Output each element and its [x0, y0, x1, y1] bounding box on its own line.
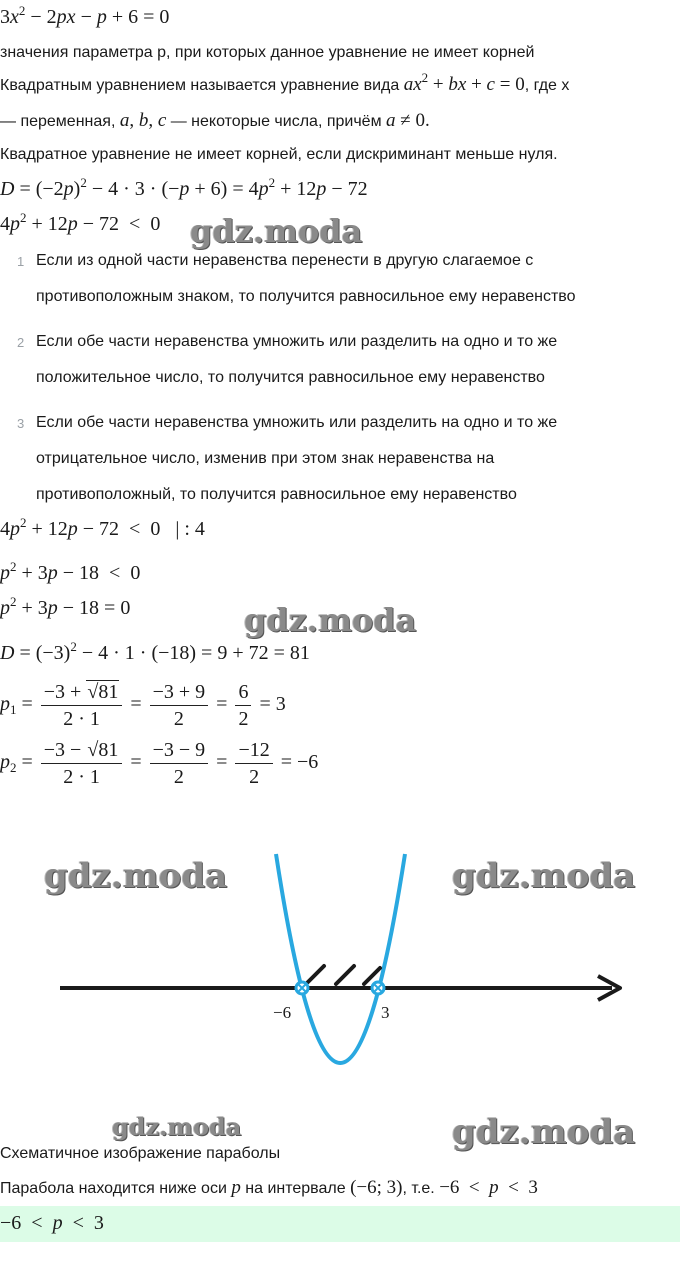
rule-number: 2 — [17, 335, 25, 350]
watermark: gdz.moda — [190, 212, 363, 250]
root-2: $p_2$ = $\frac{-3 - √81}{2 \cdot 1}$ = $\frac{-3 - 9}{2}$ = $\frac{-12}{2}$ = −6 — [0, 739, 319, 788]
definition-line-1: Квадратным уравнением называется уравнение вида $ax^2$ + bx + c = 0, где x — [0, 70, 570, 95]
rule-text: положительное число, то получится равносильное ему неравенство — [36, 369, 545, 386]
rule-number: 3 — [17, 416, 25, 431]
inequality-2: $4p^2 + 12p - 72 < 0$ | : 4 — [0, 515, 205, 540]
watermark: gdz.moda — [452, 1112, 636, 1152]
discriminant-2: $D = (-3)^2 - 4 \cdot 1 \cdot (-18) = 9 + 72 = 81$ — [0, 639, 310, 664]
watermark: gdz.moda — [452, 856, 636, 896]
watermark: gdz.moda — [44, 856, 228, 896]
graph-caption: Схематичное изображение параболы — [0, 1145, 281, 1162]
inequality-1: $4p^2 + 12p - 72 < 0$ — [0, 210, 161, 235]
root-2-clip — [0, 739, 680, 788]
rule-text: Если обе части неравенства умножить или разделить на одно и то же — [36, 333, 558, 350]
equation-4: $p^2 + 3p - 18 = 0$ — [0, 594, 131, 619]
answer-box — [0, 1206, 680, 1242]
root-label-right: 3 — [381, 1003, 390, 1022]
root-1: $p_1$ = $\frac{-3 + √81}{2 \cdot 1}$ = $\frac{-3 + 9}{2}$ = $\frac{6}{2}$ = 3 — [0, 681, 286, 730]
root-point-right — [372, 982, 384, 994]
rule-text: противоположный, то получится равносильное ему неравенство — [36, 486, 517, 503]
root-label-left: −6 — [273, 1003, 292, 1022]
parabola-curve — [276, 854, 405, 1063]
rule-text: противоположным знаком, то получится равносильное ему неравенство — [36, 288, 576, 305]
no-roots-rule: Квадратное уравнение не имеет корней, если дискриминант меньше нуля. — [0, 146, 558, 163]
conclusion: Парабола находится ниже оси p на интервале (−6; 3), т.е. −6 < p < 3 — [0, 1177, 538, 1198]
root-point-left — [296, 982, 308, 994]
answer-text: −6 < p < 3 — [0, 1212, 104, 1234]
definition-line-2: — переменная, a, b, c — некоторые числа, причём a ≠ 0. — [0, 110, 430, 131]
rule-text: Если обе части неравенства умножить или разделить на одно и то же — [36, 414, 558, 431]
inequality-3: $p^2 + 3p - 18 < 0$ — [0, 559, 141, 584]
initial-equation: $3x^2 - 2px - p + 6 = 0$ — [0, 3, 170, 28]
problem-statement: значения параметра p, при которых данное уравнение не имеет корней — [0, 44, 535, 61]
hatching — [306, 966, 380, 984]
watermark: gdz.moda — [244, 601, 417, 639]
rule-number: 1 — [17, 254, 25, 269]
discriminant-1: $D = (-2p)^2 - 4 \cdot 3 \cdot (-p + 6) = 4p^2 + 12p - 72$ — [0, 175, 368, 200]
watermark: gdz.moda — [112, 1112, 242, 1141]
rule-text: Если из одной части неравенства перенести в другую слагаемое с — [36, 252, 534, 269]
rule-text: отрицательное число, изменив при этом знак неравенства на — [36, 450, 495, 467]
